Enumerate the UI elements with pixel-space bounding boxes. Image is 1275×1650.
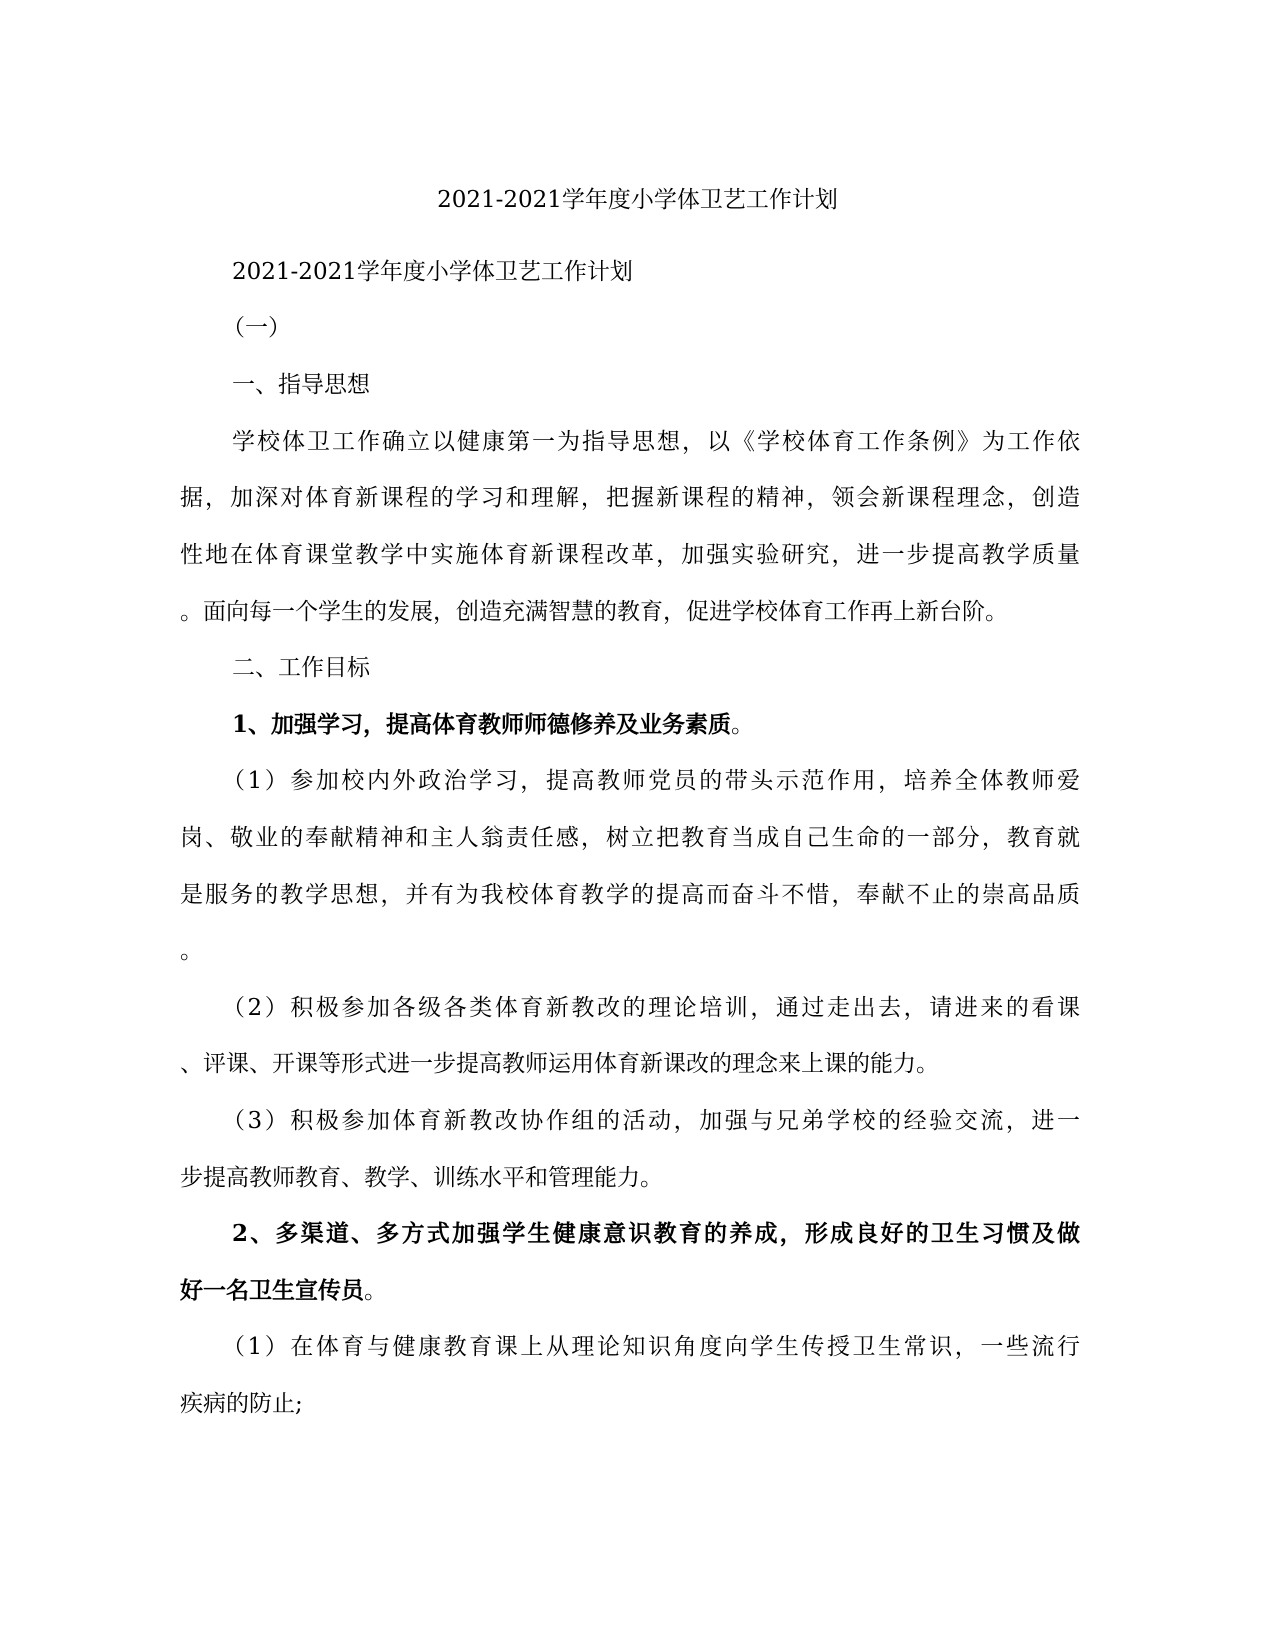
goal1-item3-line: （3）积极参加体育新教改协作组的活动，加强与兄弟学校的经验交流，进一 <box>222 1108 1080 1134</box>
document-title: 2021-2021学年度小学体卫艺工作计划 <box>437 187 838 213</box>
goal1-heading-text: 1、加强学习，提高体育教师师德修养及业务素质 <box>232 711 732 738</box>
section1-para-line: 学校体卫工作确立以健康第一为指导思想，以《学校体育工作条例》为工作依 <box>232 429 1080 455</box>
goal1-item2-line: （2）积极参加各级各类体育新教改的理论培训，通过走出去，请进来的看课 <box>222 995 1080 1021</box>
goal1-item1-line: 岗、敬业的奉献精神和主人翁责任感，树立把教育当成自己生命的一部分，教育就 <box>180 825 1080 851</box>
section1-heading: 一、指导思想 <box>232 372 370 398</box>
section1-para-line: 。面向每一个学生的发展，创造充满智慧的教育，促进学校体育工作再上新台阶。 <box>180 599 1008 625</box>
part-marker: （一） <box>222 315 291 341</box>
goal2-item1-line: 疾病的防止; <box>180 1391 303 1417</box>
goal1-heading <box>232 710 1080 740</box>
section2-heading: 二、工作目标 <box>232 655 370 681</box>
goal1-heading-end: 。 <box>731 712 755 738</box>
goal1-item3-line: 步提高教师教育、教学、训练水平和管理能力。 <box>180 1165 663 1191</box>
goal2-heading-end: 。 <box>364 1278 387 1304</box>
goal2-heading-line: 2、多渠道、多方式加强学生健康意识教育的养成，形成良好的卫生习惯及做 <box>232 1220 1080 1247</box>
goal2-heading-text: 好一名卫生宣传员 <box>180 1277 364 1304</box>
section1-para-line: 据，加深对体育新课程的学习和理解，把握新课程的精神，领会新课程理念，创造 <box>180 485 1080 511</box>
goal1-item1-line: 是服务的教学思想，并有为我校体育教学的提高而奋斗不惜，奉献不止的崇高品质 <box>180 882 1080 908</box>
section1-para-line: 性地在体育课堂教学中实施体育新课程改革，加强实验研究，进一步提高教学质量 <box>180 542 1080 568</box>
goal1-item1-line: （1）参加校内外政治学习，提高教师党员的带头示范作用，培养全体教师爱 <box>222 768 1080 794</box>
goal1-item2-line: 、评课、开课等形式进一步提高教师运用体育新课改的理念来上课的能力。 <box>180 1051 939 1077</box>
goal1-item1-line: 。 <box>180 938 203 964</box>
goal2-item1-line: （1）在体育与健康教育课上从理论知识角度向学生传授卫生常识，一些流行 <box>222 1334 1080 1360</box>
goal2-heading-line-2 <box>180 1276 1080 1306</box>
document-subtitle: 2021-2021学年度小学体卫艺工作计划 <box>232 259 633 285</box>
